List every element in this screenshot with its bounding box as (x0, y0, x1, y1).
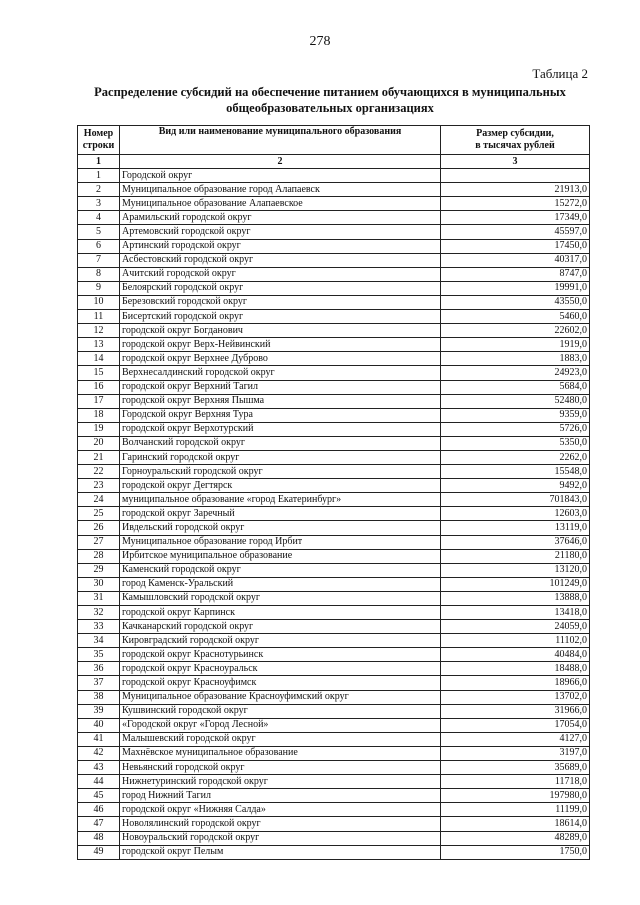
subsidy-amount-cell: 701843,0 (441, 493, 590, 507)
table-row (78, 549, 590, 563)
subsidy-amount-cell: 11718,0 (441, 775, 590, 789)
row-number-cell: 37 (78, 676, 120, 690)
row-number-cell: 29 (78, 563, 120, 577)
header-row-number (78, 126, 120, 155)
subsidy-amount-cell: 13119,0 (441, 521, 590, 535)
municipality-name-cell: Гаринский городской округ (120, 450, 441, 464)
row-number-cell: 8 (78, 267, 120, 281)
subsidy-amount-cell: 1883,0 (441, 352, 590, 366)
document-title (70, 84, 590, 116)
subsidy-amount-cell: 24059,0 (441, 620, 590, 634)
subsidy-amount-cell: 8747,0 (441, 267, 590, 281)
table-row (78, 352, 590, 366)
table-row (78, 606, 590, 620)
row-number-cell: 13 (78, 338, 120, 352)
subsidy-amount-cell: 35689,0 (441, 761, 590, 775)
subsidy-table (77, 125, 590, 860)
header-row-number-line2: строки (82, 140, 115, 151)
subsidy-amount-cell: 13120,0 (441, 563, 590, 577)
municipality-name-cell: Березовский городской округ (120, 295, 441, 309)
row-number-cell: 24 (78, 493, 120, 507)
subsidy-amount-cell: 13888,0 (441, 591, 590, 605)
municipality-name-cell: Городской округ Верхняя Тура (120, 408, 441, 422)
table-row (78, 338, 590, 352)
header-amount-line2: в тысячах рублей (475, 140, 555, 151)
row-number-cell: 34 (78, 634, 120, 648)
municipality-name-cell: городской округ Краснотурьинск (120, 648, 441, 662)
table-row (78, 225, 590, 239)
title-line-2: общеобразовательных организациях (226, 101, 434, 115)
table-body (78, 169, 590, 860)
row-number-cell: 41 (78, 732, 120, 746)
subsidy-amount-cell: 19991,0 (441, 281, 590, 295)
row-number-cell: 6 (78, 239, 120, 253)
subsidy-amount-cell: 15548,0 (441, 465, 590, 479)
table-row (78, 746, 590, 760)
subsidy-amount-cell: 3197,0 (441, 746, 590, 760)
column-number-row (78, 155, 590, 169)
row-number-cell: 4 (78, 211, 120, 225)
row-number-cell: 11 (78, 310, 120, 324)
municipality-name-cell: городской округ Верхотурский (120, 422, 441, 436)
row-number-cell: 19 (78, 422, 120, 436)
row-number-cell: 10 (78, 295, 120, 309)
municipality-name-cell: городской округ Верх-Нейвинский (120, 338, 441, 352)
subsidy-amount-cell: 18614,0 (441, 817, 590, 831)
municipality-name-cell: городской округ Богданович (120, 324, 441, 338)
municipality-name-cell: городской округ Верхнее Дуброво (120, 352, 441, 366)
table-row (78, 845, 590, 859)
table-row (78, 310, 590, 324)
municipality-name-cell: Волчанский городской округ (120, 436, 441, 450)
row-number-cell: 49 (78, 845, 120, 859)
table-row (78, 803, 590, 817)
municipality-name-cell: Бисертский городской округ (120, 310, 441, 324)
table-row (78, 732, 590, 746)
subsidy-amount-cell: 9359,0 (441, 408, 590, 422)
municipality-name-cell: Муниципальное образование город Алапаевск (120, 183, 441, 197)
subsidy-amount-cell: 37646,0 (441, 535, 590, 549)
municipality-name-cell: Артемовский городской округ (120, 225, 441, 239)
table-row (78, 436, 590, 450)
table-row (78, 422, 590, 436)
municipality-name-cell: Каменский городской округ (120, 563, 441, 577)
subsidy-amount-cell: 13418,0 (441, 606, 590, 620)
municipality-name-cell: Ачитский городской округ (120, 267, 441, 281)
row-number-cell: 46 (78, 803, 120, 817)
table-row (78, 479, 590, 493)
table-row (78, 563, 590, 577)
municipality-name-cell: городской округ Верхний Тагил (120, 380, 441, 394)
row-number-cell: 43 (78, 761, 120, 775)
title-line-1: Распределение субсидий на обеспечение питанием обучающихся в муниципальных (94, 85, 566, 99)
table-row (78, 493, 590, 507)
page-number: 278 (309, 34, 331, 49)
municipality-name-cell: Камышловский городской округ (120, 591, 441, 605)
municipality-name-cell: городской округ Дегтярск (120, 479, 441, 493)
table-row (78, 521, 590, 535)
row-number-cell: 5 (78, 225, 120, 239)
subsidy-amount-cell: 21913,0 (441, 183, 590, 197)
table-row (78, 690, 590, 704)
subsidy-amount-cell: 40317,0 (441, 253, 590, 267)
table-row (78, 507, 590, 521)
row-number-cell: 47 (78, 817, 120, 831)
table-row (78, 394, 590, 408)
municipality-name-cell: Махнёвское муниципальное образование (120, 746, 441, 760)
table-row (78, 465, 590, 479)
subsidy-amount-cell: 31966,0 (441, 704, 590, 718)
header-municipality: Вид или наименование муниципального образования (120, 126, 441, 155)
table-row (78, 676, 590, 690)
municipality-name-cell: Кушвинский городской округ (120, 704, 441, 718)
row-number-cell: 32 (78, 606, 120, 620)
row-number-cell: 14 (78, 352, 120, 366)
municipality-name-cell: Нижнетуринский городской округ (120, 775, 441, 789)
municipality-name-cell: Новолялинский городской округ (120, 817, 441, 831)
municipality-name-cell: городской округ Карпинск (120, 606, 441, 620)
subsidy-amount-cell (441, 169, 590, 183)
municipality-name-cell: городской округ Пелым (120, 845, 441, 859)
table-row (78, 408, 590, 422)
subsidy-amount-cell: 11199,0 (441, 803, 590, 817)
subsidy-amount-cell: 2262,0 (441, 450, 590, 464)
table-row (78, 704, 590, 718)
table-row (78, 380, 590, 394)
row-number-cell: 15 (78, 366, 120, 380)
table-row (78, 577, 590, 591)
municipality-name-cell: Муниципальное образование Красноуфимский округ (120, 690, 441, 704)
row-number-cell: 48 (78, 831, 120, 845)
table-row (78, 591, 590, 605)
municipality-name-cell: городской округ Заречный (120, 507, 441, 521)
subsidy-amount-cell: 48289,0 (441, 831, 590, 845)
row-number-cell: 3 (78, 197, 120, 211)
table-row (78, 450, 590, 464)
municipality-name-cell: Новоуральский городской округ (120, 831, 441, 845)
municipality-name-cell: Качканарский городской округ (120, 620, 441, 634)
subsidy-amount-cell: 45597,0 (441, 225, 590, 239)
row-number-cell: 39 (78, 704, 120, 718)
table-row (78, 324, 590, 338)
municipality-name-cell: Невьянский городской округ (120, 761, 441, 775)
table-row (78, 775, 590, 789)
subsidy-amount-cell: 5726,0 (441, 422, 590, 436)
table-row (78, 789, 590, 803)
row-number-cell: 44 (78, 775, 120, 789)
municipality-name-cell: Горноуральский городской округ (120, 465, 441, 479)
municipality-name-cell: городской округ Красноуральск (120, 662, 441, 676)
municipality-name-cell: Малышевский городской округ (120, 732, 441, 746)
subsidy-amount-cell: 18488,0 (441, 662, 590, 676)
row-number-cell: 31 (78, 591, 120, 605)
header-amount-line1: Размер субсидии, (476, 128, 554, 139)
municipality-name-cell: Верхнесалдинский городской округ (120, 366, 441, 380)
subsidy-amount-cell: 21180,0 (441, 549, 590, 563)
row-number-cell: 40 (78, 718, 120, 732)
table-row (78, 169, 590, 183)
column-number: 1 (78, 155, 120, 169)
municipality-name-cell: город Нижний Тагил (120, 789, 441, 803)
subsidy-amount-cell: 5684,0 (441, 380, 590, 394)
subsidy-amount-cell: 9492,0 (441, 479, 590, 493)
subsidy-amount-cell: 17349,0 (441, 211, 590, 225)
row-number-cell: 9 (78, 281, 120, 295)
row-number-cell: 20 (78, 436, 120, 450)
subsidy-amount-cell: 18966,0 (441, 676, 590, 690)
municipality-name-cell: Муниципальное образование город Ирбит (120, 535, 441, 549)
subsidy-amount-cell: 24923,0 (441, 366, 590, 380)
municipality-name-cell: Арамильский городской округ (120, 211, 441, 225)
table-row (78, 253, 590, 267)
row-number-cell: 45 (78, 789, 120, 803)
municipality-name-cell: Артинский городской округ (120, 239, 441, 253)
municipality-name-cell: муниципальное образование «город Екатеринбург» (120, 493, 441, 507)
row-number-cell: 30 (78, 577, 120, 591)
table-row (78, 634, 590, 648)
table-row (78, 761, 590, 775)
table-row (78, 267, 590, 281)
row-number-cell: 12 (78, 324, 120, 338)
subsidy-amount-cell: 197980,0 (441, 789, 590, 803)
row-number-cell: 16 (78, 380, 120, 394)
table-row (78, 662, 590, 676)
row-number-cell: 26 (78, 521, 120, 535)
table-row (78, 183, 590, 197)
table-row (78, 648, 590, 662)
municipality-name-cell: «Городской округ «Город Лесной» (120, 718, 441, 732)
header-row-number-line1: Номер (83, 128, 114, 139)
municipality-name-cell: Ивдельский городской округ (120, 521, 441, 535)
municipality-name-cell: Городской округ (120, 169, 441, 183)
row-number-cell: 42 (78, 746, 120, 760)
row-number-cell: 7 (78, 253, 120, 267)
subsidy-amount-cell: 4127,0 (441, 732, 590, 746)
municipality-name-cell: Асбестовский городской округ (120, 253, 441, 267)
subsidy-amount-cell: 22602,0 (441, 324, 590, 338)
municipality-name-cell: городской округ Красноуфимск (120, 676, 441, 690)
row-number-cell: 36 (78, 662, 120, 676)
table-row (78, 831, 590, 845)
row-number-cell: 23 (78, 479, 120, 493)
municipality-name-cell: город Каменск-Уральский (120, 577, 441, 591)
municipality-name-cell: Муниципальное образование Алапаевское (120, 197, 441, 211)
subsidy-amount-cell: 101249,0 (441, 577, 590, 591)
table-header-row (78, 126, 590, 155)
subsidy-amount-cell: 5460,0 (441, 310, 590, 324)
table-row (78, 620, 590, 634)
row-number-cell: 18 (78, 408, 120, 422)
row-number-cell: 38 (78, 690, 120, 704)
table-row (78, 281, 590, 295)
municipality-name-cell: Кировградский городской округ (120, 634, 441, 648)
municipality-name-cell: Белоярский городской округ (120, 281, 441, 295)
municipality-name-cell: городской округ Верхняя Пышма (120, 394, 441, 408)
row-number-cell: 17 (78, 394, 120, 408)
row-number-cell: 28 (78, 549, 120, 563)
table-row (78, 535, 590, 549)
row-number-cell: 22 (78, 465, 120, 479)
subsidy-amount-cell: 1919,0 (441, 338, 590, 352)
subsidy-amount-cell: 1750,0 (441, 845, 590, 859)
table-row (78, 817, 590, 831)
municipality-name-cell: городской округ «Нижняя Салда» (120, 803, 441, 817)
row-number-cell: 21 (78, 450, 120, 464)
table-row (78, 366, 590, 380)
row-number-cell: 35 (78, 648, 120, 662)
column-number: 3 (441, 155, 590, 169)
subsidy-amount-cell: 5350,0 (441, 436, 590, 450)
subsidy-amount-cell: 17054,0 (441, 718, 590, 732)
subsidy-amount-cell: 43550,0 (441, 295, 590, 309)
subsidy-amount-cell: 40484,0 (441, 648, 590, 662)
table-label: Таблица 2 (532, 66, 588, 81)
subsidy-amount-cell: 12603,0 (441, 507, 590, 521)
column-number: 2 (120, 155, 441, 169)
row-number-cell: 27 (78, 535, 120, 549)
table-row (78, 718, 590, 732)
subsidy-amount-cell: 52480,0 (441, 394, 590, 408)
municipality-name-cell: Ирбитское муниципальное образование (120, 549, 441, 563)
row-number-cell: 1 (78, 169, 120, 183)
row-number-cell: 25 (78, 507, 120, 521)
header-subsidy-amount (441, 126, 590, 155)
subsidy-amount-cell: 11102,0 (441, 634, 590, 648)
table-row (78, 197, 590, 211)
row-number-cell: 2 (78, 183, 120, 197)
subsidy-amount-cell: 15272,0 (441, 197, 590, 211)
subsidy-amount-cell: 17450,0 (441, 239, 590, 253)
subsidy-amount-cell: 13702,0 (441, 690, 590, 704)
row-number-cell: 33 (78, 620, 120, 634)
table-row (78, 239, 590, 253)
table-row (78, 295, 590, 309)
table-row (78, 211, 590, 225)
